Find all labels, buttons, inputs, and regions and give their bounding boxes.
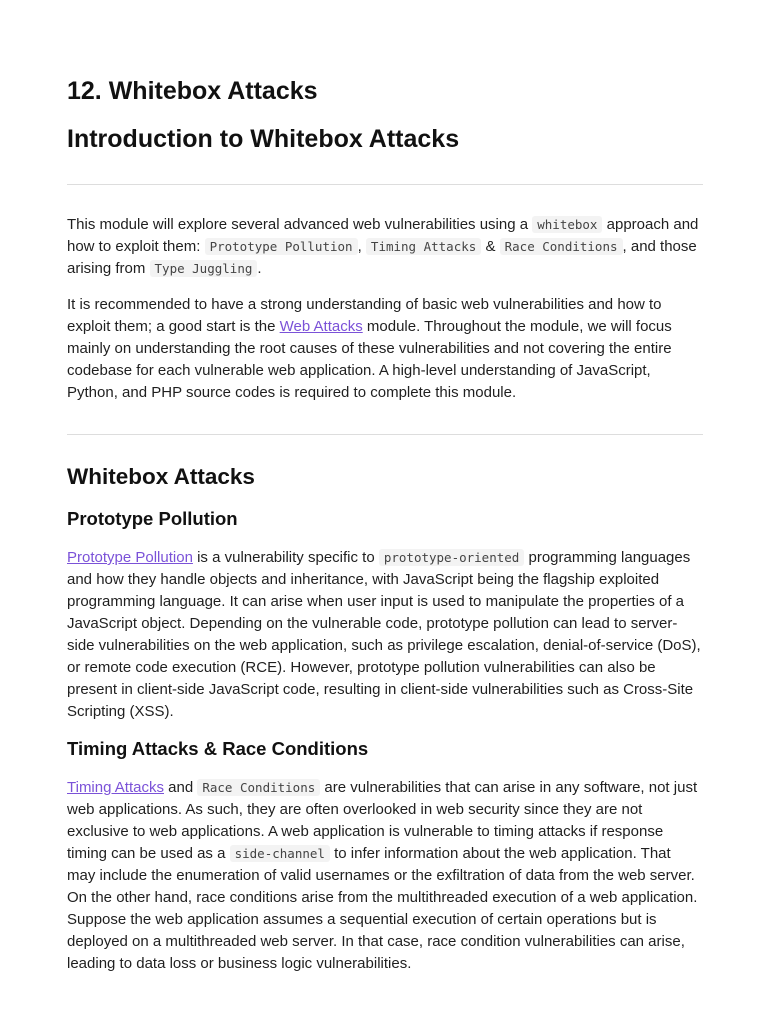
intro-paragraph-1 <box>67 214 703 280</box>
text: , and those arising from <box>67 238 697 277</box>
text: This module will explore several advanced web vulnerabilities using a <box>67 216 533 233</box>
text: module. Throughout the module, we will focus mainly on understanding the root causes of these vulnerabilities and not covering the entire codebase for each vulnerable web application. A high-level understanding of JavaScript, Python, and PHP source codes is required to complete this module. <box>67 318 672 401</box>
divider <box>67 434 703 435</box>
intro-title: Introduction to Whitebox Attacks <box>67 125 460 153</box>
text: and <box>163 779 198 796</box>
text: approach and how to exploit them: <box>67 216 699 255</box>
timing-attacks-link[interactable]: Timing Attacks <box>67 779 164 796</box>
inline-code: prototype-oriented <box>379 549 524 566</box>
text: are vulnerabilities that can arise in any software, not just web applications. As such, they are often overlooked in web security since they are not exclusive to web applications. A web application is vulnerable to timing attacks if response timing can be used as a <box>67 779 698 862</box>
text: & <box>481 238 500 255</box>
web-attacks-link[interactable]: Web Attacks <box>279 318 363 335</box>
text: It is recommended to have a strong understanding of basic web vulnerabilities and how to exploit them; a good start is the <box>67 296 662 335</box>
divider <box>67 184 703 185</box>
prototype-pollution-heading: Prototype Pollution <box>67 508 238 529</box>
text: is a vulnerability specific to <box>192 549 379 566</box>
text: , <box>357 238 366 255</box>
timing-attacks-heading: Timing Attacks & Race Conditions <box>67 738 369 759</box>
inline-code: Type Juggling <box>150 260 258 277</box>
inline-code: whitebox <box>532 216 602 233</box>
text: programming languages and how they handle objects and inheritance, with JavaScript being the flagship exploited programming language. It can arise when user input is used to manipulate the properties of a JavaScript object. Depending on the vulnerable code, prototype pollution can lead to server-side vulnerabilities on the web application, such as privilege escalation, denial-of-service (DoS), or remote code execution (RCE). However, prototype pollution vulnerabilities can also be present in client-side JavaScript code, resulting in client-side vulnerabilities such as Cross-Site Scripting (XSS). <box>67 549 701 720</box>
timing-attacks-paragraph <box>67 777 703 975</box>
prototype-pollution-link[interactable]: Prototype Pollution <box>67 549 193 566</box>
inline-code: side-channel <box>230 845 330 862</box>
intro-paragraph-2 <box>67 294 703 404</box>
inline-code: Race Conditions <box>500 238 623 255</box>
inline-code: Timing Attacks <box>366 238 481 255</box>
text: to infer information about the web application. That may include the enumeration of valid usernames or the exfiltration of data from the web server. On the other hand, race conditions arise from the multithreaded execution of a web application. Suppose the web application assumes a sequential execution of certain operations but is deployed on a multithreaded web server. In that case, race condition vulnerabilities can arise, leading to data loss or business logic vulnerabilities. <box>67 845 698 972</box>
module-title: 12. Whitebox Attacks <box>67 77 318 105</box>
section-title: Whitebox Attacks <box>67 464 255 489</box>
text: . <box>257 260 262 277</box>
inline-code: Race Conditions <box>197 779 320 796</box>
prototype-pollution-paragraph <box>67 547 703 723</box>
inline-code: Prototype Pollution <box>205 238 358 255</box>
